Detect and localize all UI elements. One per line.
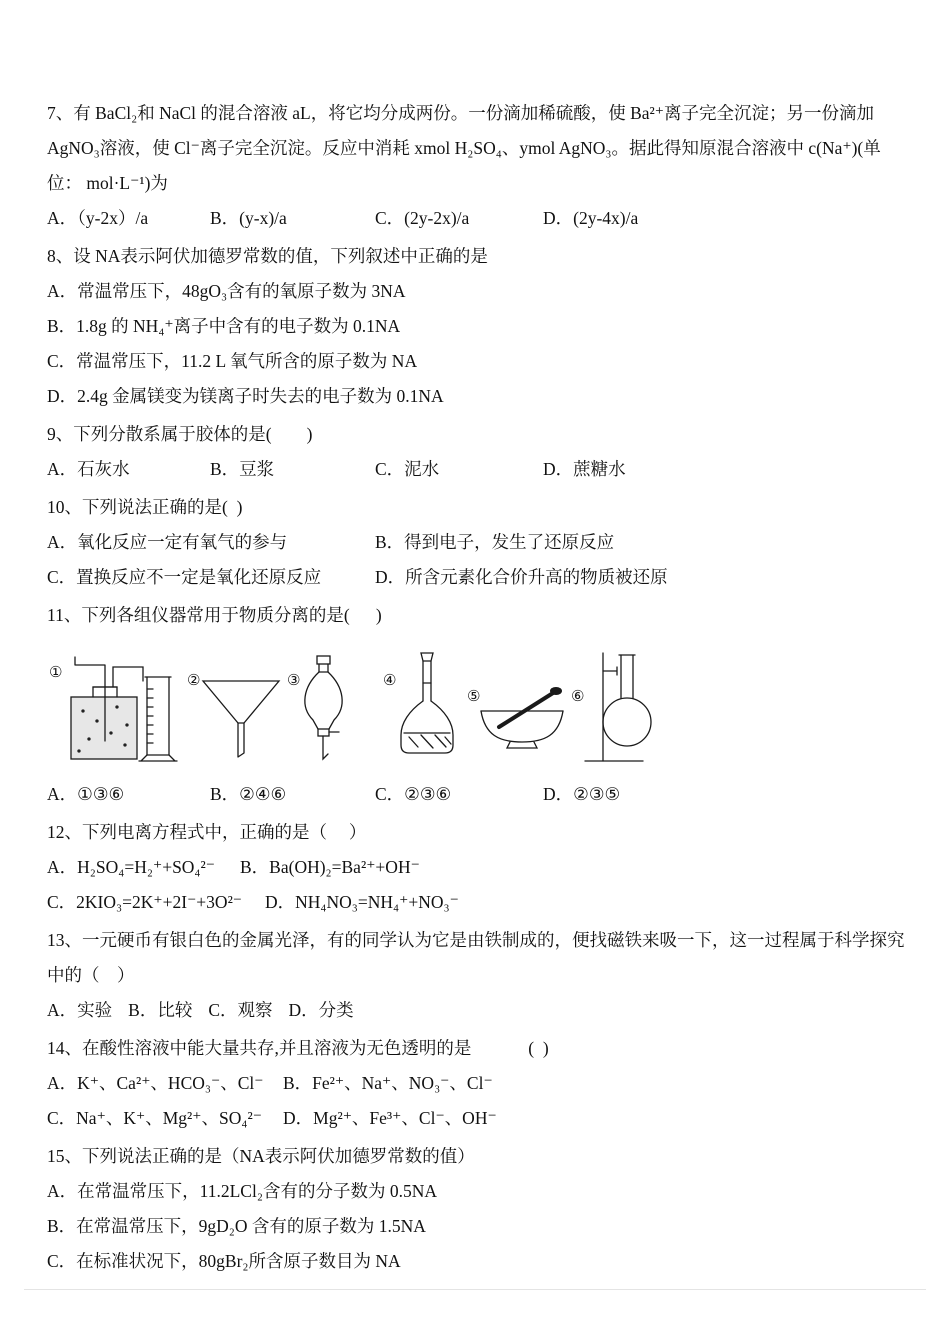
question-9-option-a: A．石灰水 xyxy=(47,459,130,479)
question-14-options-row2 xyxy=(47,1101,906,1136)
question-8-option-c: C．常温常压下，11.2 L 氧气所含的原子数为 NA xyxy=(47,351,418,371)
question-12-option-b: B．Ba(OH)₂=Ba²⁺+OH⁻ xyxy=(240,857,420,877)
question-7 xyxy=(47,96,906,236)
mortar-pestle-icon xyxy=(467,687,563,748)
question-7-option-c: C．(2y-2x)/a xyxy=(375,208,470,228)
question-11-options xyxy=(47,777,906,812)
question-12 xyxy=(47,815,906,920)
question-14-option-d: D．Mg²⁺、Fe³⁺、Cl⁻、OH⁻ xyxy=(283,1108,497,1128)
question-9-option-b: B．豆浆 xyxy=(210,459,275,479)
page-bottom-shadow xyxy=(24,1289,926,1290)
question-11-option-c: C．②③⑥ xyxy=(375,784,452,804)
question-8-option-a: A．常温常压下，48gO₃含有的氧原子数为 3NA xyxy=(47,281,406,301)
question-14 xyxy=(47,1031,906,1136)
question-15-option-c: C．在标准状况下，80gBr₂所含原子数目为 NA xyxy=(47,1251,401,1271)
question-13-stem: 13、一元硬币有银白色的金属光泽，有的同学认为它是由铁制成的，便找磁铁来吸一下，这一过程属于科学探究中的（ ） xyxy=(47,930,905,985)
question-7-options xyxy=(47,201,906,236)
separating-funnel-icon xyxy=(287,656,342,759)
question-11-option-a: A．①③⑥ xyxy=(47,784,125,804)
gas-washing-bottle-icon xyxy=(49,657,143,759)
question-13-option-b: B．比较 xyxy=(128,1000,193,1020)
svg-text:①: ① xyxy=(49,663,63,681)
question-15-option-a: A．在常温常压下，11.2LCl₂含有的分子数为 0.5NA xyxy=(47,1181,437,1201)
question-13 xyxy=(47,923,906,1028)
question-13-option-d: D．分类 xyxy=(288,1000,354,1020)
question-12-option-d: D．NH₄NO₃=NH₄⁺+NO₃⁻ xyxy=(265,892,459,912)
question-10-stem: 10、下列说法正确的是( ) xyxy=(47,497,243,517)
svg-text:②: ② xyxy=(187,671,201,689)
flask-on-stand-icon xyxy=(571,653,651,761)
svg-text:⑥: ⑥ xyxy=(571,687,585,705)
question-14-option-c: C．Na⁺、K⁺、Mg²⁺、SO₄²⁻ xyxy=(47,1108,262,1128)
question-13-option-a: A．实验 xyxy=(47,1000,113,1020)
question-12-options-row2 xyxy=(47,885,906,920)
svg-text:⑤: ⑤ xyxy=(467,687,481,705)
question-7-option-d: D．(2y-4x)/a xyxy=(543,208,639,228)
question-10-options-row2 xyxy=(47,560,906,595)
question-14-option-b: B．Fe²⁺、Na⁺、NO₃⁻、Cl⁻ xyxy=(283,1073,493,1093)
question-10-option-d: D．所含元素化合价升高的物质被还原 xyxy=(375,567,668,587)
question-15 xyxy=(47,1139,906,1279)
question-9-option-c: C．泥水 xyxy=(375,459,440,479)
question-15-option-b: B．在常温常压下，9gD₂O 含有的原子数为 1.5NA xyxy=(47,1216,426,1236)
question-11-option-d: D．②③⑤ xyxy=(543,784,621,804)
question-12-option-c: C．2KIO₃=2K⁺+2I⁻+3O²⁻ xyxy=(47,892,243,912)
question-12-options-row1 xyxy=(47,850,906,885)
question-9-stem: 9、下列分散系属于胶体的是( ) xyxy=(47,424,313,444)
question-14-options-row1 xyxy=(47,1066,906,1101)
apparatus-figure xyxy=(47,641,906,773)
question-8-stem: 8、设 NA表示阿伏加德罗常数的值，下列叙述中正确的是 xyxy=(47,246,488,266)
question-11 xyxy=(47,598,906,812)
question-10-options-row1 xyxy=(47,525,906,560)
apparatus-figure-svg xyxy=(47,641,655,773)
question-8-option-b: B．1.8g 的 NH₄⁺离子中含有的电子数为 0.1NA xyxy=(47,316,401,336)
volumetric-flask-icon xyxy=(383,653,453,753)
question-11-option-b: B．②④⑥ xyxy=(210,784,287,804)
svg-text:④: ④ xyxy=(383,671,397,689)
svg-text:③: ③ xyxy=(287,671,301,689)
question-10-option-b: B．得到电子，发生了还原反应 xyxy=(375,532,615,552)
question-8 xyxy=(47,239,906,414)
question-14-stem: 14、在酸性溶液中能大量共存,并且溶液为无色透明的是 ( ) xyxy=(47,1038,549,1058)
question-14-option-a: A．K⁺、Ca²⁺、HCO₃⁻、Cl⁻ xyxy=(47,1073,264,1093)
question-7-option-a: A．（y-2x）/a xyxy=(47,208,149,228)
question-13-options xyxy=(47,993,906,1028)
question-8-option-d: D．2.4g 金属镁变为镁离子时失去的电子数为 0.1NA xyxy=(47,386,444,406)
question-12-option-a: A．H₂SO₄=H₂⁺+SO₄²⁻ xyxy=(47,857,216,877)
question-13-option-c: C．观察 xyxy=(208,1000,273,1020)
question-11-stem: 11、下列各组仪器常用于物质分离的是( ) xyxy=(47,605,382,625)
funnel-icon xyxy=(187,671,279,757)
question-9-option-d: D．蔗糖水 xyxy=(543,459,626,479)
question-9-options xyxy=(47,452,906,487)
question-10-option-c: C．置换反应不一定是氧化还原反应 xyxy=(47,567,322,587)
question-10 xyxy=(47,490,906,595)
question-9 xyxy=(47,417,906,487)
question-7-option-b: B．(y-x)/a xyxy=(210,208,287,228)
question-15-stem: 15、下列说法正确的是（NA表示阿伏加德罗常数的值） xyxy=(47,1146,475,1166)
question-12-stem: 12、下列电离方程式中，正确的是（ ） xyxy=(47,822,367,842)
graduated-cylinder-icon xyxy=(139,677,177,761)
question-10-option-a: A．氧化反应一定有氧气的参与 xyxy=(47,532,288,552)
question-7-stem: 7、有 BaCl₂和 NaCl 的混合溶液 aL，将它均分成两份。一份滴加稀硫酸，使 Ba²⁺离子完全沉淀；另一份滴加 AgNO₃溶液，使 Cl⁻离子完全沉淀。反应中消耗 xmol H₂SO₄、ymol AgNO₃。据此得知原混合溶液中 c(Na⁺)(单位： mol·L⁻¹)为 xyxy=(47,103,881,193)
